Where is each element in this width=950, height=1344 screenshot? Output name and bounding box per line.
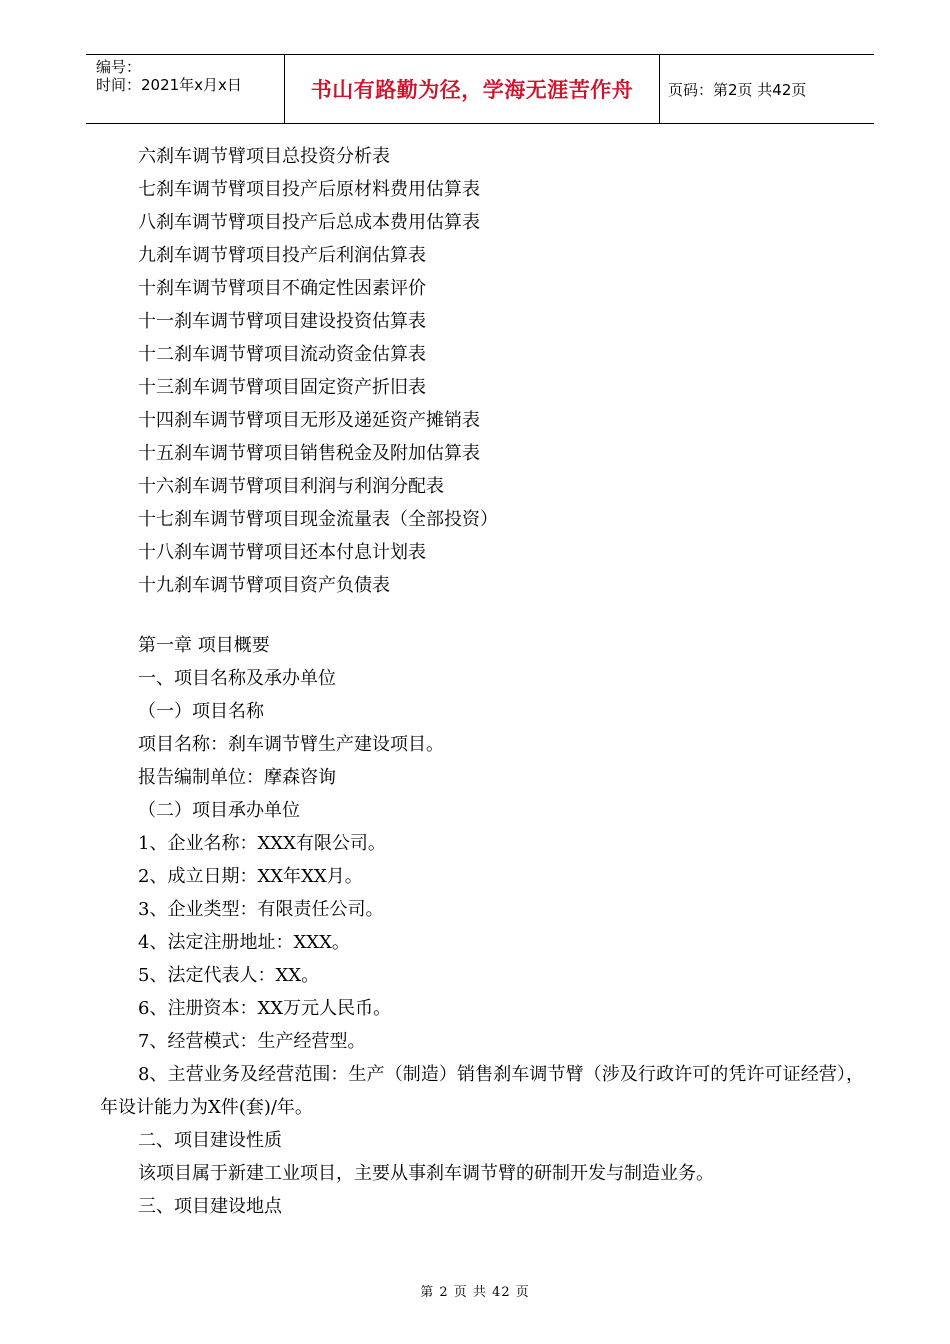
company-info-item: 6、注册资本：XX万元人民币。	[138, 998, 392, 1019]
header-page-info: 页码：第2页 共42页	[668, 81, 807, 99]
company-info-item: 3、企业类型：有限责任公司。	[138, 899, 384, 920]
toc-item: 十七刹车调节臂项目现金流量表（全部投资）	[138, 509, 498, 530]
company-info-item: 7、经营模式：生产经营型。	[138, 1031, 366, 1052]
toc-item: 十四刹车调节臂项目无形及递延资产摊销表	[138, 410, 480, 431]
date-label: 时间：2021年x月x日	[96, 76, 242, 94]
company-info-item: 4、法定注册地址：XXX。	[138, 932, 350, 953]
toc-item: 十刹车调节臂项目不确定性因素评价	[138, 278, 426, 299]
section-text: 该项目属于新建工业项目，主要从事刹车调节臂的研制开发与制造业务。	[138, 1163, 714, 1184]
business-scope-paragraph: 8、主营业务及经营范围：生产（制造）销售刹车调节臂（涉及行政许可的凭许可证经营），年设计能力为X件(套)/年。	[100, 1064, 864, 1118]
page-header	[86, 54, 874, 124]
chapter-title: 第一章 项目概要	[138, 635, 270, 656]
toc-item: 六刹车调节臂项目总投资分析表	[138, 146, 390, 167]
toc-item: 十六刹车调节臂项目利润与利润分配表	[138, 476, 444, 497]
header-motto: 书山有路勤为径，学海无涯苦作舟	[284, 55, 660, 123]
toc-item: 十二刹车调节臂项目流动资金估算表	[138, 344, 426, 365]
toc-item: 十九刹车调节臂项目资产负债表	[138, 575, 390, 596]
spacer	[100, 602, 864, 629]
report-unit-text: 报告编制单位：摩森咨询	[138, 767, 336, 788]
company-info-item: 1、企业名称：XXX有限公司。	[138, 833, 386, 854]
subsection-heading: （二）项目承办单位	[138, 800, 300, 821]
section-heading: 二、项目建设性质	[138, 1130, 282, 1151]
toc-item: 十三刹车调节臂项目固定资产折旧表	[138, 377, 426, 398]
doc-number-label: 编号：	[96, 58, 142, 76]
toc-item: 九刹车调节臂项目投产后利润估算表	[138, 245, 426, 266]
section-heading: 一、项目名称及承办单位	[138, 668, 336, 689]
project-name-text: 项目名称：刹车调节臂生产建设项目。	[138, 734, 444, 755]
toc-item: 八刹车调节臂项目投产后总成本费用估算表	[138, 212, 480, 233]
company-info-item: 5、法定代表人：XX。	[138, 965, 320, 986]
section-heading: 三、项目建设地点	[138, 1196, 282, 1217]
page-footer: 第 2 页 共 42 页	[420, 1285, 530, 1300]
subsection-heading: （一）项目名称	[138, 701, 264, 722]
header-meta	[96, 58, 242, 94]
toc-item: 十八刹车调节臂项目还本付息计划表	[138, 542, 426, 563]
document-body	[100, 140, 864, 1223]
toc-item: 七刹车调节臂项目投产后原材料费用估算表	[138, 179, 480, 200]
toc-item: 十一刹车调节臂项目建设投资估算表	[138, 311, 426, 332]
company-info-item: 2、成立日期：XX年XX月。	[138, 866, 363, 887]
toc-item: 十五刹车调节臂项目销售税金及附加估算表	[138, 443, 480, 464]
toc-list	[100, 140, 864, 602]
